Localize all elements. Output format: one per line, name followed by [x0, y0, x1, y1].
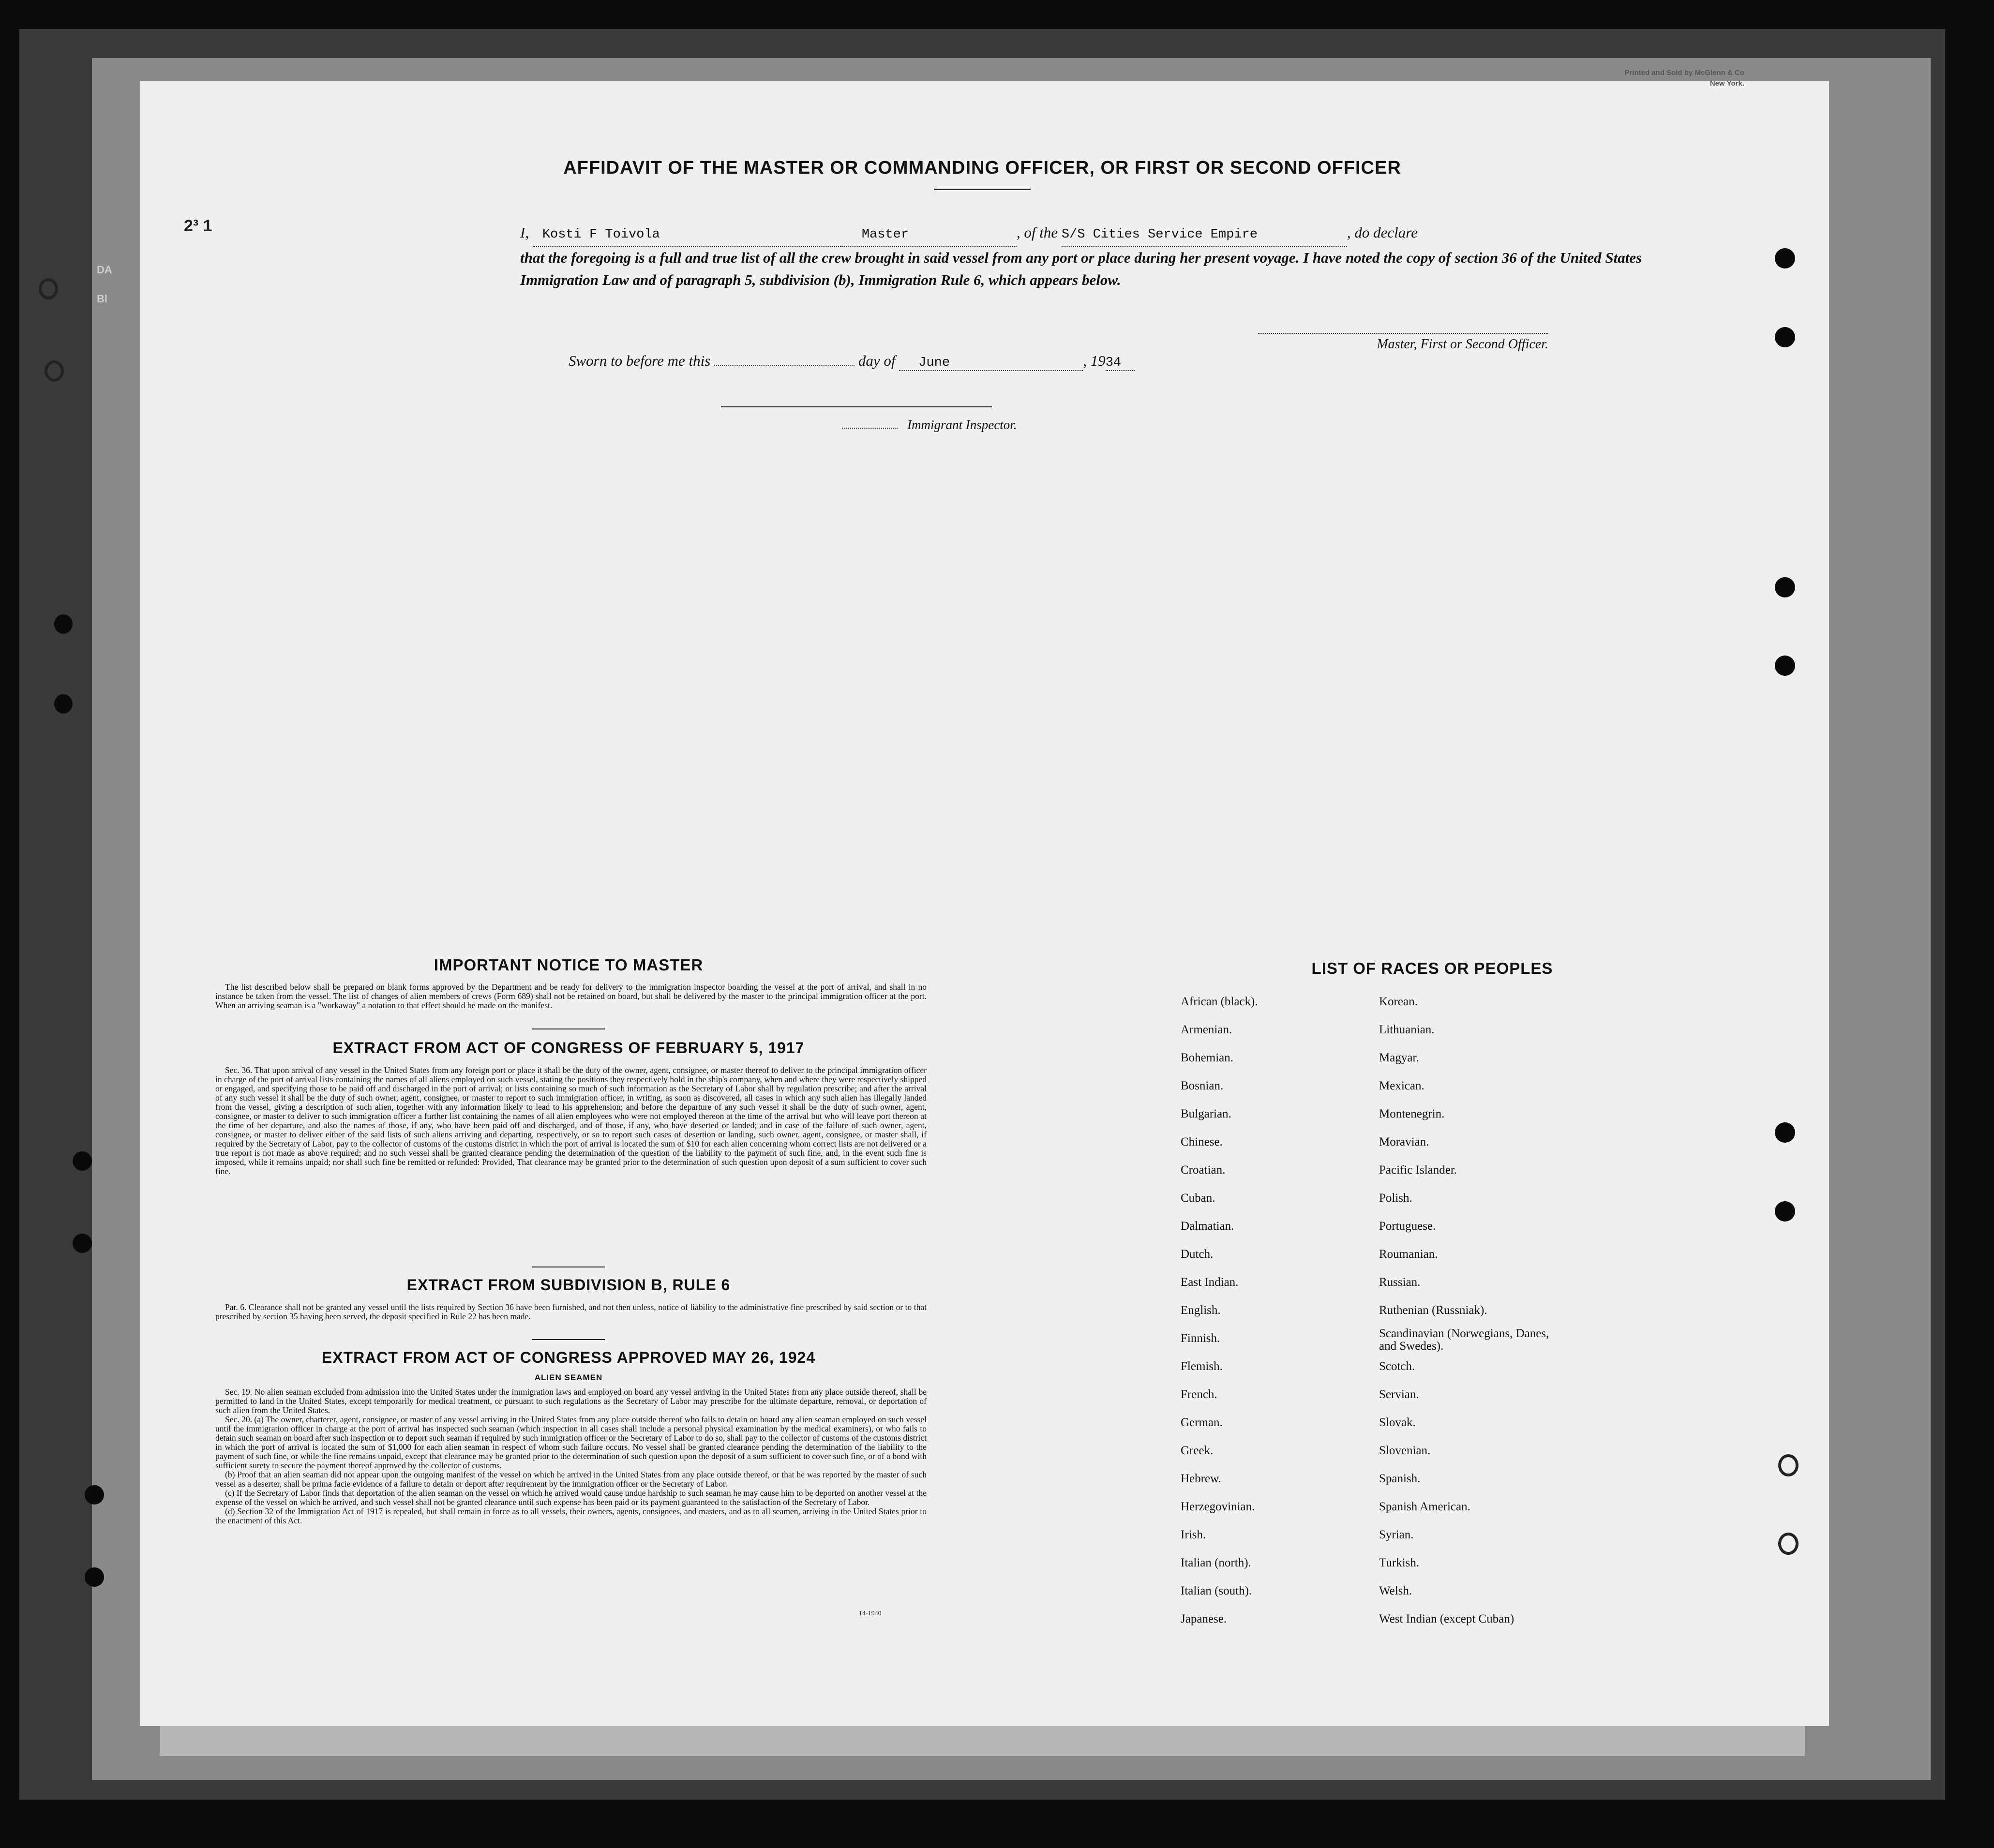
binding-hole	[45, 360, 64, 382]
race-item: Scotch.	[1379, 1360, 1415, 1373]
binding-hole	[1775, 248, 1795, 268]
year-prefix: , 19	[1083, 352, 1106, 369]
sworn-prefix: Sworn to before me this	[569, 352, 711, 369]
race-item: Flemish.	[1181, 1360, 1223, 1373]
race-item: Portuguese.	[1379, 1220, 1436, 1233]
extract-1917-title: EXTRACT FROM ACT OF CONGRESS OF FEBRUARY 5, 1917	[332, 1039, 805, 1057]
binding-hole	[1775, 577, 1795, 597]
race-item: Slovenian.	[1379, 1444, 1431, 1457]
printer-name: Printed and Sold by McGlenn & Co	[1624, 69, 1744, 77]
section-20-c: (c) If the Secretary of Labor finds that deportation of the alien seaman on the vessel on which he arrived would cause undue hardship to such seaman he may cause him to be deported on another vessel at the expense of the vessel on which he arrived, and such vessel shall not be granted clearance until such expense has been paid or its payment guaranteed to the satisfaction of the Secretary of Labor.	[215, 1488, 927, 1507]
race-item: Montenegrin.	[1379, 1107, 1445, 1120]
section-20-a: Sec. 20. (a) The owner, charterer, agent, consignee, or master of any vessel arriving in the United States from any place outside thereof who fails to detain on board any alien seaman employed on such vessel until the immigration officer in charge at the port of arrival has inspected such seaman (which inspection in all cases shall include a personal physical examination by the medical examiners), or who fails to detain such seaman on board after such inspection or to deport such seaman if required by such immigration officer or the Secretary of Labor to do so, shall pay to the collector of customs of the customs district in which the port of arrival is located the sum of $1,000 for each alien seaman in respect of whom such failure occurs. No vessel shall be granted clearance pending the determination of the liability to the payment of such fine, or while the fine remains unpaid, except that clearance may be granted prior to the determination of such question upon the deposit of a sum sufficient to cover such fine, or of a bond with sufficient surety to secure the payment thereof approved by the collector of customs.	[215, 1415, 927, 1470]
binding-hole	[73, 1234, 92, 1253]
race-item: Lithuanian.	[1379, 1023, 1435, 1036]
margin-fragment: DA	[97, 264, 112, 276]
officer-name-field	[533, 222, 842, 247]
section-20-b: (b) Proof that an alien seaman did not appear upon the outgoing manifest of the vessel on which he arrived in the United States from any place outside thereof, or that he was reported by the master of such vessel as a deserter, shall be prima facie evidence of a failure to detain or deport after requirement by the immigration officer or the Secretary of Labor.	[215, 1470, 927, 1489]
sworn-day-field	[714, 365, 855, 366]
race-item: Dalmatian.	[1181, 1220, 1234, 1233]
binding-hole	[1775, 327, 1795, 347]
sworn-year-field	[1106, 352, 1135, 371]
binding-hole	[1775, 656, 1795, 676]
race-item: East Indian.	[1181, 1276, 1239, 1289]
corner-mark: 2³ 1	[184, 217, 212, 235]
race-item: Polish.	[1379, 1192, 1412, 1205]
race-item: Japanese.	[1181, 1612, 1227, 1625]
manifest-sheet	[140, 81, 1829, 1726]
race-item: Italian (south).	[1181, 1584, 1252, 1597]
rule-6-text: Par. 6. Clearance shall not be granted any vessel until the lists required by Section 36 have been furnished, and not then unless, notice of liability to the administrative fine prescribed by said section or to that prescribed by section 35 having been served, the deposit specified in Rule 22 has been made.	[215, 1302, 927, 1321]
race-item: Hebrew.	[1181, 1472, 1221, 1485]
race-item: Magyar.	[1379, 1051, 1419, 1064]
form-number: 14-1940	[859, 1610, 882, 1617]
officer-rank-field	[842, 222, 1017, 247]
affidavit-title: AFFIDAVIT OF THE MASTER OR COMMANDING OFFICER, OR FIRST OR SECOND OFFICER	[563, 158, 1401, 178]
inspector-label: Immigrant Inspector.	[907, 417, 1017, 432]
binding-hole	[39, 278, 58, 299]
race-item: African (black).	[1181, 995, 1258, 1008]
race-item: Chinese.	[1181, 1135, 1223, 1148]
day-of-text: day of	[858, 352, 896, 369]
binding-hole	[73, 1151, 92, 1171]
affidavit-statement: that the foregoing is a full and true list of all the crew brought in said vessel from any port or place during her present voyage. I have noted the copy of section 36 of the United States Immigration Law and of paragraph 5, subdivision (b), Immigration Rule 6, which appears below.	[520, 249, 1642, 288]
printer-city: New York.	[1709, 79, 1744, 88]
extract-1924-text	[215, 1387, 927, 1525]
race-item: Greek.	[1181, 1444, 1214, 1457]
section-rule	[532, 1339, 605, 1340]
race-item: Finnish.	[1181, 1332, 1220, 1345]
race-item: Bulgarian.	[1181, 1107, 1231, 1120]
officer-name: Kosti F Toivola	[542, 227, 660, 242]
race-item: Syrian.	[1379, 1528, 1414, 1541]
race-item: Slovak.	[1379, 1416, 1416, 1429]
sworn-line	[569, 352, 1343, 371]
race-item: Russian.	[1379, 1276, 1421, 1289]
race-item: Dutch.	[1181, 1248, 1214, 1261]
affidavit-line-1	[520, 222, 1643, 247]
binding-hole	[85, 1567, 104, 1587]
binding-hole	[1778, 1454, 1799, 1476]
alien-seamen-subtitle: ALIEN SEAMEN	[534, 1373, 603, 1382]
section-rule	[532, 1028, 605, 1029]
race-item: German.	[1181, 1416, 1223, 1429]
race-item: Scandinavian (Norwegians, Danes, and Swedes).	[1379, 1327, 1549, 1353]
race-item: Turkish.	[1379, 1556, 1420, 1569]
affidavit-body	[520, 222, 1643, 291]
race-item: Cuban.	[1181, 1192, 1215, 1205]
race-item: Irish.	[1181, 1528, 1206, 1541]
binding-hole	[85, 1485, 104, 1505]
sworn-month: June	[918, 356, 950, 370]
section-20-d: (d) Section 32 of the Immigration Act of 1917 is repealed, but shall remain in force as to all vessels, their owners, agents, consignees, and masters, and as to all seamen, arriving in the United States prior to the enactment of this Act.	[215, 1506, 927, 1525]
affidavit-prefix: I,	[520, 224, 529, 241]
of-the-text: , of the	[1016, 224, 1058, 241]
declare-text: , do declare	[1347, 224, 1418, 241]
race-item: Italian (north).	[1181, 1556, 1251, 1569]
binding-hole	[1778, 1533, 1799, 1555]
binding-hole	[54, 614, 73, 634]
title-rule	[934, 189, 1031, 190]
binding-hole	[54, 694, 73, 714]
race-item: Roumanian.	[1379, 1248, 1438, 1261]
signature-line	[1258, 333, 1548, 334]
race-item: Spanish.	[1379, 1472, 1421, 1485]
race-item: Armenian.	[1181, 1023, 1232, 1036]
race-item: French.	[1181, 1388, 1217, 1401]
races-title: LIST OF RACES OR PEOPLES	[1311, 959, 1553, 977]
sworn-year: 34	[1105, 356, 1122, 370]
inspector-dots	[842, 428, 898, 429]
race-item: Pacific Islander.	[1379, 1163, 1457, 1177]
notice-text: The list described below shall be prepared on blank forms approved by the Department and be ready for delivery to the immigration inspector boarding the vessel at the port of arrival, and shall in no instance be taken from the vessel. The list of changes of alien members of crews (Form 689) shall not be retained on board, but shall be delivered by the master to the principal immigration officer at the port. When an arriving seaman is a "workaway" a notation to that effect should be made on the manifest.	[215, 982, 927, 1010]
race-item: Bohemian.	[1181, 1051, 1234, 1064]
race-item: West Indian (except Cuban)	[1379, 1612, 1514, 1625]
binding-hole	[1775, 1122, 1795, 1143]
race-item: Mexican.	[1379, 1079, 1424, 1092]
officer-rank: Master	[861, 227, 909, 242]
race-item: Korean.	[1379, 995, 1418, 1008]
vessel-name-field	[1062, 222, 1347, 247]
race-item: Ruthenian (Russniak).	[1379, 1304, 1487, 1317]
race-item: Bosnian.	[1181, 1079, 1224, 1092]
race-item: Servian.	[1379, 1388, 1419, 1401]
extract-1917-text: Sec. 36. That upon arrival of any vessel in the United States from any foreign port or place it shall be the duty of the owner, agent, consignee, or master thereof to deliver to the principal immigration officer in charge of the port of arrival lists containing the names of all aliens employed on such vessel, stating the positions they respectively hold in the ship's company, when and where they were respectively shipped or engaged, and specifying those to be paid off and discharged in the port of arrival; or lists containing so much of such information as the Secretary of Labor shall by regulation prescribe; and after the arrival of any such vessel it shall be the duty of such owner, agent, consignee, or master to report to such immigration officer, in writing, as soon as discovered, all cases in which any such alien has illegally landed from the vessel, giving a description of such alien, together with any information likely to lead to his apprehension; and before the departure of any such vessel it shall be the duty of such owner, agent, consignee, or master to deliver to such immigration officer a further list containing the names of all alien employees who were not employed thereon at the time of the arrival but who will leave port thereon at the time of her departure, and also the names of those, if any, who have been paid off and discharged, and of those, if any, who have deserted or landed; and in case of the failure of such owner, agent, consignee, or master to deliver either of the said lists of such aliens arriving and departing, respectively, or so to report such cases of desertion or landing, such owner, agent, consignee, or master shall, if required by the Secretary of Labor, pay to the collector of customs of the customs district in which the port of arrival is located the sum of $10 for each alien concerning whom correct lists are not delivered or a true report is not made as above required; and no such vessel shall be granted clearance pending the determination of the question of the liability to the payment of such fine, and, in the event such fine is imposed, while it remains unpaid; nor shall such fine be remitted or refunded: Provided, That clearance may be granted prior to the determination of such question upon deposit of a sum sufficient to cover such fine.	[215, 1065, 927, 1176]
race-item: Spanish American.	[1379, 1500, 1470, 1513]
race-item: Moravian.	[1379, 1135, 1429, 1148]
signature-label: Master, First or Second Officer.	[1377, 337, 1548, 352]
race-item: English.	[1181, 1304, 1221, 1317]
notice-title: IMPORTANT NOTICE TO MASTER	[434, 956, 704, 974]
inspector-signature-line	[721, 406, 992, 407]
race-item: Herzegovinian.	[1181, 1500, 1255, 1513]
vessel-name: S/S Cities Service Empire	[1061, 227, 1258, 242]
rule-6-title: EXTRACT FROM SUBDIVISION B, RULE 6	[406, 1276, 731, 1294]
section-19: Sec. 19. No alien seaman excluded from admission into the United States under the immigration laws and employed on board any vessel arriving in the United States from any place outside thereof, shall be permitted to land in the United States, except temporarily for medical treatment, or pursuant to such regulations as the Secretary of Labor may prescribe for the ultimate departure, removal, or deportation of such alien from the United States.	[215, 1387, 927, 1415]
extract-1924-title: EXTRACT FROM ACT OF CONGRESS APPROVED MAY 26, 1924	[321, 1349, 816, 1366]
race-item: Welsh.	[1379, 1584, 1412, 1597]
printer-imprint	[1589, 68, 1744, 89]
sworn-month-field	[899, 352, 1083, 371]
margin-fragment: Bl	[97, 293, 107, 305]
binding-hole	[1775, 1201, 1795, 1222]
race-item: Croatian.	[1181, 1163, 1226, 1177]
